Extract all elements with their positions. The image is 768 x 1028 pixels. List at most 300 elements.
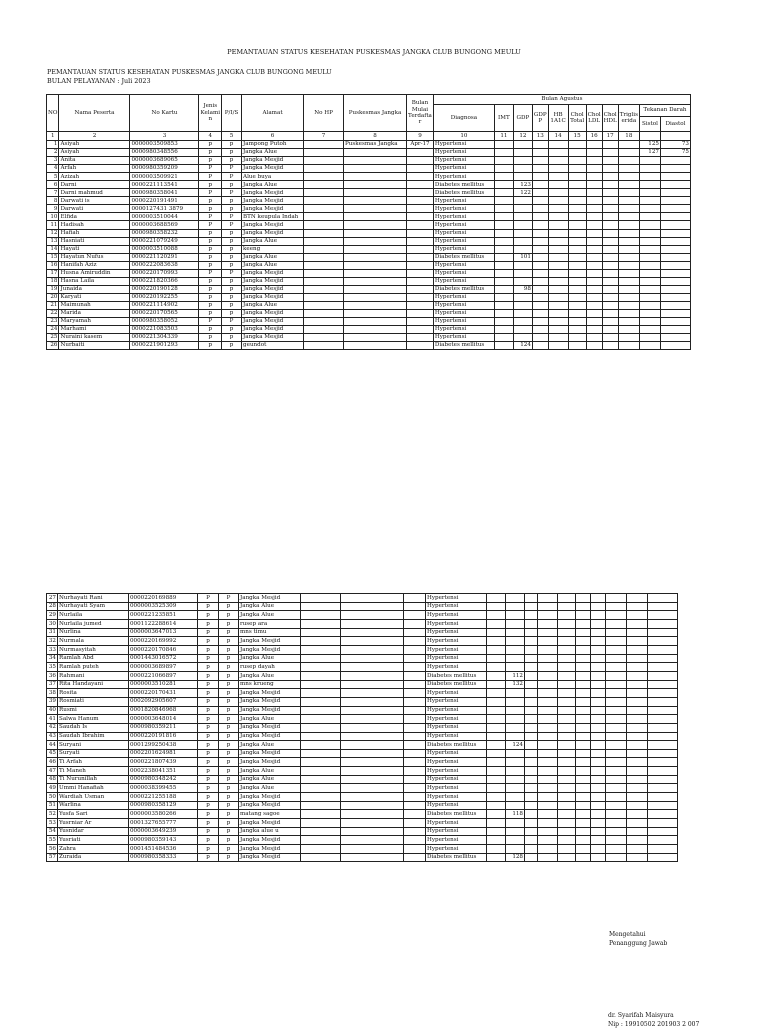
cell-jenis-kelamin: p [199, 253, 222, 261]
cell-jenis-kelamin: p [199, 334, 222, 342]
cell-imt [487, 801, 506, 810]
cell-nama-peserta: Nurlina [58, 628, 129, 637]
cell-diagnosa: Hypertensi [433, 237, 494, 245]
cell-gdp: 101 [513, 253, 532, 261]
cell-sistol [639, 197, 660, 205]
cell-gdpp [532, 157, 548, 165]
cell-no: 40 [47, 706, 58, 715]
table-row [47, 810, 678, 819]
cell-hb1a1c [538, 706, 558, 715]
cell-no-hp [304, 293, 344, 301]
cell-imt [487, 628, 506, 637]
table-row [47, 784, 678, 793]
cell-alamat: Jangka Alue [242, 253, 304, 261]
cell-trigliserida [618, 318, 639, 326]
cell-gdpp [525, 689, 538, 698]
header-no: NO [47, 95, 59, 132]
table-row [47, 697, 678, 706]
cell-alamat: Jangka Mesjid [239, 845, 301, 854]
cell-pis: p [219, 741, 239, 750]
cell-nama-peserta: Suryati [58, 749, 129, 758]
cell-puskesmas [344, 197, 407, 205]
cell-pis: P [222, 318, 242, 326]
cell-hb1a1c [538, 619, 558, 628]
column-number: 14 [548, 132, 568, 141]
cell-gdpp [525, 758, 538, 767]
cell-imt [494, 293, 513, 301]
cell-diastol [660, 237, 690, 245]
table-row [47, 221, 691, 229]
cell-nama-peserta: Nuraini kasem [59, 334, 130, 342]
cell-chol-total [568, 205, 586, 213]
cell-alamat: Jangka Mesjid [239, 793, 301, 802]
cell-no-hp [301, 654, 341, 663]
cell-trigliserida [606, 637, 627, 646]
cell-chol-ldl [576, 715, 591, 724]
cell-bulan-mulai [404, 793, 426, 802]
cell-gdp: 128 [506, 853, 525, 862]
cell-chol-ldl [586, 237, 602, 245]
cell-alamat: Jangka Mesjid [239, 637, 301, 646]
cell-diagnosa: Hypertensi [426, 758, 487, 767]
cell-gdpp [532, 173, 548, 181]
cell-hb1a1c [548, 141, 568, 149]
cell-trigliserida [606, 697, 627, 706]
cell-diagnosa: Hypertensi [426, 619, 487, 628]
cell-chol-ldl [586, 277, 602, 285]
cell-no-kartu: 0000220170846 [129, 645, 198, 654]
cell-diastol [648, 715, 678, 724]
cell-no-hp [304, 334, 344, 342]
cell-alamat: Jangka Mesjid [242, 157, 304, 165]
table-row [47, 845, 678, 854]
cell-gdp [513, 205, 532, 213]
cell-jenis-kelamin: p [198, 845, 219, 854]
column-number: 9 [407, 132, 434, 141]
cell-nama-peserta: Darwati [59, 205, 130, 213]
cell-puskesmas [344, 334, 407, 342]
cell-diastol [648, 827, 678, 836]
cell-puskesmas [341, 749, 404, 758]
cell-no-kartu: 0001820846968 [129, 706, 198, 715]
cell-chol-total [568, 309, 586, 317]
cell-diastol [660, 213, 690, 221]
header-diastol: Diastol [660, 117, 690, 132]
table-row [47, 801, 678, 810]
table-row [47, 654, 678, 663]
cell-diagnosa: Hypertensi [433, 318, 494, 326]
cell-diagnosa: Hypertensi [433, 213, 494, 221]
cell-no-hp [304, 253, 344, 261]
cell-bulan-mulai [407, 149, 434, 157]
cell-jenis-kelamin: p [199, 181, 222, 189]
cell-jenis-kelamin: p [198, 784, 219, 793]
cell-no-hp [301, 611, 341, 620]
table-row [47, 663, 678, 672]
cell-gdpp [525, 645, 538, 654]
cell-hb1a1c [538, 853, 558, 862]
cell-imt [494, 229, 513, 237]
cell-imt [494, 318, 513, 326]
cell-imt [494, 213, 513, 221]
cell-pis: p [219, 671, 239, 680]
cell-trigliserida [618, 141, 639, 149]
cell-gdp: 132 [506, 680, 525, 689]
cell-no: 12 [47, 229, 59, 237]
cell-bulan-mulai [404, 689, 426, 698]
cell-no-hp [301, 619, 341, 628]
cell-hb1a1c [548, 301, 568, 309]
table-row [47, 309, 691, 317]
cell-chol-total [568, 189, 586, 197]
cell-nama-peserta: Wardiah Usman [58, 793, 129, 802]
cell-gdpp [525, 654, 538, 663]
cell-chol-ldl [586, 326, 602, 334]
cell-chol-ldl [576, 793, 591, 802]
header-puskesmas: Puskesmas Jangka [344, 95, 407, 132]
cell-pis: p [219, 801, 239, 810]
cell-pis: p [219, 767, 239, 776]
cell-no-hp [301, 645, 341, 654]
cell-no: 13 [47, 237, 59, 245]
cell-imt [494, 165, 513, 173]
cell-no-hp [301, 715, 341, 724]
cell-no-kartu: 0000003648014 [129, 715, 198, 724]
cell-chol-ldl [586, 157, 602, 165]
cell-no-kartu: 0000003689897 [129, 663, 198, 672]
cell-alamat: Jangka Mesjid [239, 819, 301, 828]
cell-chol-ldl [576, 689, 591, 698]
cell-trigliserida [606, 654, 627, 663]
cell-trigliserida [606, 845, 627, 854]
cell-chol-total [558, 619, 576, 628]
cell-no-kartu: 0001327655777 [129, 819, 198, 828]
cell-no: 7 [47, 189, 59, 197]
cell-no-hp [304, 157, 344, 165]
cell-chol-hdl [602, 165, 618, 173]
cell-puskesmas [344, 277, 407, 285]
cell-hb1a1c [538, 793, 558, 802]
cell-sistol [639, 189, 660, 197]
cell-alamat: Jangka Alue [239, 671, 301, 680]
cell-no-hp [304, 277, 344, 285]
cell-chol-total [568, 157, 586, 165]
cell-no-kartu: 0000003689065 [130, 157, 199, 165]
cell-chol-total [568, 269, 586, 277]
cell-diagnosa: Hypertensi [433, 229, 494, 237]
cell-chol-total [558, 810, 576, 819]
header-gdp: GDP [513, 105, 532, 132]
cell-chol-hdl [602, 149, 618, 157]
cell-gdpp [532, 149, 548, 157]
cell-hb1a1c [538, 775, 558, 784]
cell-diastol [648, 706, 678, 715]
cell-jenis-kelamin: p [199, 141, 222, 149]
cell-chol-ldl [586, 197, 602, 205]
cell-nama-peserta: Darni [59, 181, 130, 189]
cell-puskesmas [341, 680, 404, 689]
cell-puskesmas [344, 189, 407, 197]
cell-alamat: rusep ara [239, 619, 301, 628]
cell-bulan-mulai [407, 318, 434, 326]
cell-gdp [513, 334, 532, 342]
cell-trigliserida [618, 189, 639, 197]
cell-diastol [660, 221, 690, 229]
cell-alamat: Jangka Mesjid [242, 189, 304, 197]
cell-puskesmas [344, 229, 407, 237]
column-number: 18 [618, 132, 639, 141]
cell-jenis-kelamin: p [199, 326, 222, 334]
cell-chol-hdl [591, 801, 606, 810]
cell-diastol [660, 245, 690, 253]
cell-pis: p [219, 775, 239, 784]
cell-chol-total [558, 689, 576, 698]
cell-jenis-kelamin: p [198, 619, 219, 628]
cell-sistol [639, 173, 660, 181]
cell-pis: p [222, 293, 242, 301]
cell-diagnosa: Hypertensi [426, 697, 487, 706]
cell-bulan-mulai [404, 758, 426, 767]
cell-diastol [648, 628, 678, 637]
cell-puskesmas [344, 253, 407, 261]
cell-pis: p [222, 309, 242, 317]
cell-diastol [660, 229, 690, 237]
column-number: 13 [532, 132, 548, 141]
cell-no: 49 [47, 784, 58, 793]
cell-no-hp [304, 318, 344, 326]
cell-bulan-mulai [407, 165, 434, 173]
cell-chol-ldl [576, 671, 591, 680]
cell-jenis-kelamin: p [199, 342, 222, 350]
cell-pis: p [222, 157, 242, 165]
cell-chol-hdl [591, 775, 606, 784]
cell-sistol [639, 181, 660, 189]
cell-chol-total [568, 213, 586, 221]
cell-sistol [639, 261, 660, 269]
cell-gdp [506, 793, 525, 802]
cell-hb1a1c [548, 237, 568, 245]
column-number [639, 132, 660, 141]
cell-trigliserida [618, 285, 639, 293]
cell-diagnosa: Hypertensi [426, 819, 487, 828]
cell-pis: p [219, 827, 239, 836]
cell-chol-total [568, 181, 586, 189]
cell-chol-ldl [576, 810, 591, 819]
cell-puskesmas [341, 663, 404, 672]
cell-no: 8 [47, 197, 59, 205]
header-diagnosa: Diagnosa [433, 105, 494, 132]
cell-no-kartu: 0000222083638 [130, 261, 199, 269]
cell-trigliserida [618, 205, 639, 213]
cell-alamat: Jangka Alue [239, 784, 301, 793]
cell-diastol [648, 654, 678, 663]
cell-chol-total [568, 221, 586, 229]
cell-diastol [660, 157, 690, 165]
cell-chol-ldl [576, 611, 591, 620]
cell-no-hp [301, 749, 341, 758]
cell-hb1a1c [548, 293, 568, 301]
cell-imt [494, 301, 513, 309]
cell-hb1a1c [548, 334, 568, 342]
cell-puskesmas [341, 784, 404, 793]
cell-imt [494, 157, 513, 165]
table-row [47, 594, 678, 603]
cell-imt [487, 697, 506, 706]
cell-gdp [513, 157, 532, 165]
cell-gdp [506, 732, 525, 741]
cell-alamat: mns timu [239, 628, 301, 637]
cell-pis: p [219, 732, 239, 741]
cell-alamat: Jangka Mesjid [242, 293, 304, 301]
cell-imt [494, 205, 513, 213]
cell-chol-ldl [576, 637, 591, 646]
cell-nama-peserta: Salwa Hanum [58, 715, 129, 724]
cell-pis: p [219, 749, 239, 758]
cell-chol-ldl [576, 602, 591, 611]
cell-trigliserida [618, 301, 639, 309]
cell-sistol [639, 253, 660, 261]
cell-alamat: Jangka Mesjid [242, 229, 304, 237]
cell-pis: p [222, 181, 242, 189]
cell-no: 22 [47, 309, 59, 317]
table-row [47, 205, 691, 213]
cell-puskesmas [341, 819, 404, 828]
cell-no: 29 [47, 611, 58, 620]
cell-jenis-kelamin: p [198, 723, 219, 732]
cell-chol-ldl [586, 173, 602, 181]
cell-alamat: Jangka Mesjid [242, 277, 304, 285]
cell-imt [487, 654, 506, 663]
cell-chol-hdl [591, 619, 606, 628]
cell-puskesmas [341, 611, 404, 620]
cell-bulan-mulai [407, 229, 434, 237]
cell-gdp [513, 173, 532, 181]
cell-no-hp [304, 205, 344, 213]
cell-alamat: Alue buya [242, 173, 304, 181]
cell-gdpp [525, 775, 538, 784]
cell-nama-peserta: Rusmi [58, 706, 129, 715]
cell-hb1a1c [548, 326, 568, 334]
cell-imt [494, 181, 513, 189]
cell-imt [494, 221, 513, 229]
cell-trigliserida [618, 253, 639, 261]
cell-chol-hdl [591, 594, 606, 603]
signature-penanggung-jawab: Penanggung Jawab [609, 940, 668, 947]
cell-jenis-kelamin: p [198, 827, 219, 836]
cell-diastol [660, 189, 690, 197]
cell-diastol [648, 845, 678, 854]
column-number: 11 [494, 132, 513, 141]
cell-puskesmas [344, 173, 407, 181]
column-number: 16 [586, 132, 602, 141]
cell-bulan-mulai [404, 602, 426, 611]
cell-imt [494, 342, 513, 350]
cell-hb1a1c [538, 836, 558, 845]
cell-trigliserida [618, 261, 639, 269]
cell-chol-total [568, 342, 586, 350]
cell-puskesmas [344, 221, 407, 229]
cell-hb1a1c [538, 801, 558, 810]
cell-imt [494, 309, 513, 317]
cell-bulan-mulai [404, 845, 426, 854]
cell-no-hp [301, 732, 341, 741]
cell-nama-peserta: Hasniati [59, 237, 130, 245]
cell-imt [487, 611, 506, 620]
cell-hb1a1c [538, 689, 558, 698]
cell-jenis-kelamin: p [199, 245, 222, 253]
cell-chol-hdl [591, 827, 606, 836]
column-number: 1 [47, 132, 59, 141]
cell-bulan-mulai [407, 285, 434, 293]
cell-jenis-kelamin: P [199, 318, 222, 326]
cell-diagnosa: Hypertensi [433, 334, 494, 342]
cell-hb1a1c [538, 845, 558, 854]
cell-no: 30 [47, 619, 58, 628]
cell-sistol [627, 706, 648, 715]
cell-no-kartu: 0000003525309 [129, 602, 198, 611]
cell-chol-total [558, 723, 576, 732]
cell-no: 36 [47, 671, 58, 680]
cell-chol-total [568, 261, 586, 269]
cell-chol-hdl [602, 237, 618, 245]
cell-sistol [639, 318, 660, 326]
cell-alamat: Jangka Mesjid [242, 309, 304, 317]
cell-pis: p [222, 245, 242, 253]
cell-bulan-mulai [404, 819, 426, 828]
header-hb1a1c: HB 1A1C [548, 105, 568, 132]
cell-jenis-kelamin: p [199, 285, 222, 293]
cell-hb1a1c [538, 819, 558, 828]
cell-imt [494, 277, 513, 285]
cell-alamat: Jangka Mesjid [239, 801, 301, 810]
header-trigliserida: Triglis erida [618, 105, 639, 132]
cell-no-kartu: 0000980359143 [129, 836, 198, 845]
cell-pis: p [222, 141, 242, 149]
cell-gdpp [525, 611, 538, 620]
cell-chol-hdl [591, 602, 606, 611]
cell-nama-peserta: Nurlaila [58, 611, 129, 620]
cell-alamat: rusep dayah [239, 663, 301, 672]
cell-chol-total [568, 237, 586, 245]
table-row [47, 819, 678, 828]
report-period: BULAN PELAYANAN : Juli 2023 [47, 77, 151, 85]
cell-chol-total [568, 334, 586, 342]
cell-hb1a1c [548, 342, 568, 350]
cell-diagnosa: Hypertensi [433, 165, 494, 173]
cell-no: 19 [47, 285, 59, 293]
cell-hb1a1c [538, 637, 558, 646]
cell-gdpp [525, 845, 538, 854]
cell-gdpp [532, 261, 548, 269]
column-number: 12 [513, 132, 532, 141]
cell-nama-peserta: Maryamah [59, 318, 130, 326]
cell-trigliserida [606, 853, 627, 862]
cell-chol-total [558, 637, 576, 646]
cell-no-kartu: 0000220169889 [129, 594, 198, 603]
cell-chol-hdl [602, 285, 618, 293]
cell-sistol [639, 342, 660, 350]
cell-chol-total [558, 663, 576, 672]
cell-gdpp [525, 810, 538, 819]
cell-chol-hdl [591, 611, 606, 620]
cell-gdpp [532, 189, 548, 197]
cell-sistol: 127 [639, 149, 660, 157]
cell-chol-ldl [576, 663, 591, 672]
cell-no-kartu: 0000221079249 [130, 237, 199, 245]
cell-gdp [506, 602, 525, 611]
cell-no-hp [304, 342, 344, 350]
cell-bulan-mulai [407, 301, 434, 309]
